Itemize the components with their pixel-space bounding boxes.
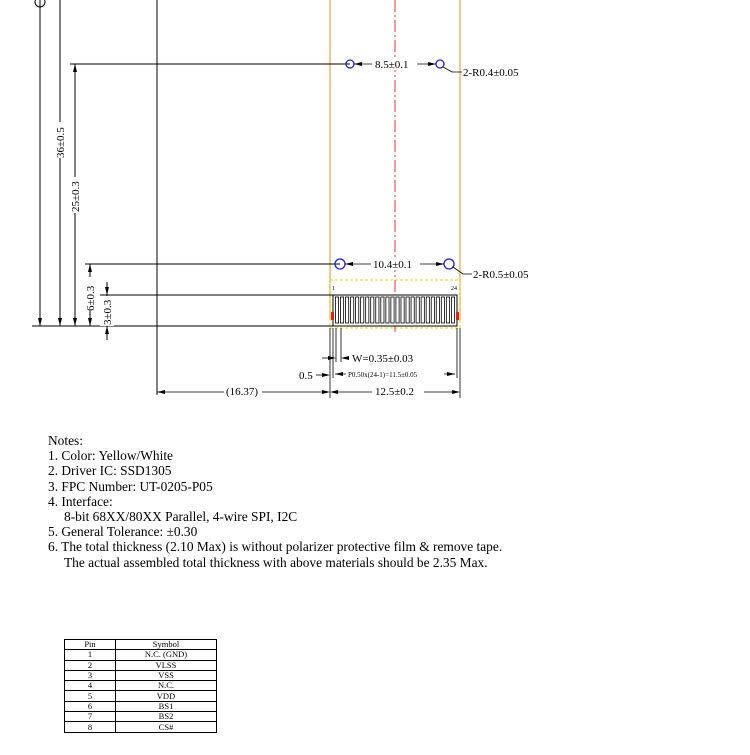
dim-0-5: 0.5 — [299, 370, 313, 382]
dim-25: 25±0.3 — [70, 181, 82, 212]
note-6-detail: The actual assembled total thickness with above materials should be 2.35 Max. — [64, 554, 488, 570]
dim-6: 6±0.3 — [85, 285, 97, 311]
note-1: 1. Color: Yellow/White — [48, 448, 173, 464]
symbol-cell: VLSS — [116, 660, 217, 670]
table-row — [65, 650, 217, 660]
symbol-cell: VSS — [116, 670, 217, 680]
dim-r0-5: 2-R0.5±0.05 — [473, 269, 529, 281]
dim-r0-4: 2-R0.4±0.05 — [463, 67, 519, 79]
notes-heading: Notes: — [48, 433, 83, 448]
table-row — [65, 660, 217, 670]
contact-area — [333, 295, 457, 326]
symbol-cell: N.C. — [116, 681, 217, 691]
note-6: 6. The total thickness (2.10 Max) is without polarizer protective film & remove tape. — [48, 539, 503, 555]
hole-bottom-right — [444, 259, 454, 269]
pin-cell: 5 — [65, 691, 116, 701]
note-4-detail: 8-bit 68XX/80XX Parallel, 4-wire SPI, I2C — [64, 509, 298, 525]
pin-table — [64, 639, 217, 733]
pin-cell: 2 — [65, 660, 116, 670]
symbol-cell: BS1 — [116, 701, 217, 711]
pin-last-label: 24 — [451, 286, 457, 292]
table-row — [65, 712, 217, 722]
dim-10-4: 10.4±0.1 — [373, 259, 413, 271]
symbol-cell: VDD — [116, 691, 217, 701]
pin-table-header — [65, 640, 217, 650]
table-row — [65, 681, 217, 691]
pin-cell: 3 — [65, 670, 116, 680]
note-2: 2. Driver IC: SSD1305 — [48, 463, 172, 479]
table-row — [65, 701, 217, 711]
pin-first-label: 1 — [332, 286, 335, 292]
pin-cell: 6 — [65, 701, 116, 711]
symbol-cell: N.C. (GND) — [116, 650, 217, 660]
dim-36: 36±0.5 — [55, 127, 67, 158]
dim-3: 3±0.3 — [102, 299, 114, 325]
pin-cell: 1 — [65, 650, 116, 660]
pin-cell: 8 — [65, 722, 116, 732]
table-row — [65, 691, 217, 701]
dim-16-37: (16.37) — [226, 386, 259, 398]
dim-12-5: 12.5±0.2 — [375, 386, 415, 398]
dim-w: W=0.35±0.03 — [352, 353, 414, 365]
dim-pitch: P0.50x(24-1)=11.5±0.05 — [348, 371, 418, 379]
dim-8-5: 8.5±0.1 — [375, 59, 409, 71]
table-row — [65, 722, 217, 732]
pin-cell: 7 — [65, 712, 116, 722]
note-5: 5. General Tolerance: ±0.30 — [48, 524, 198, 540]
pin-column-header: Pin — [65, 640, 116, 650]
symbol-cell: CS# — [116, 722, 217, 732]
hole-top-right — [436, 60, 444, 68]
note-4: 4. Interface: — [48, 493, 113, 509]
note-3: 3. FPC Number: UT-0205-P05 — [48, 478, 213, 494]
symbol-column-header: Symbol — [116, 640, 217, 650]
table-row — [65, 670, 217, 680]
notes-block — [48, 433, 502, 570]
pin-cell: 4 — [65, 681, 116, 691]
symbol-cell: BS2 — [116, 712, 217, 722]
